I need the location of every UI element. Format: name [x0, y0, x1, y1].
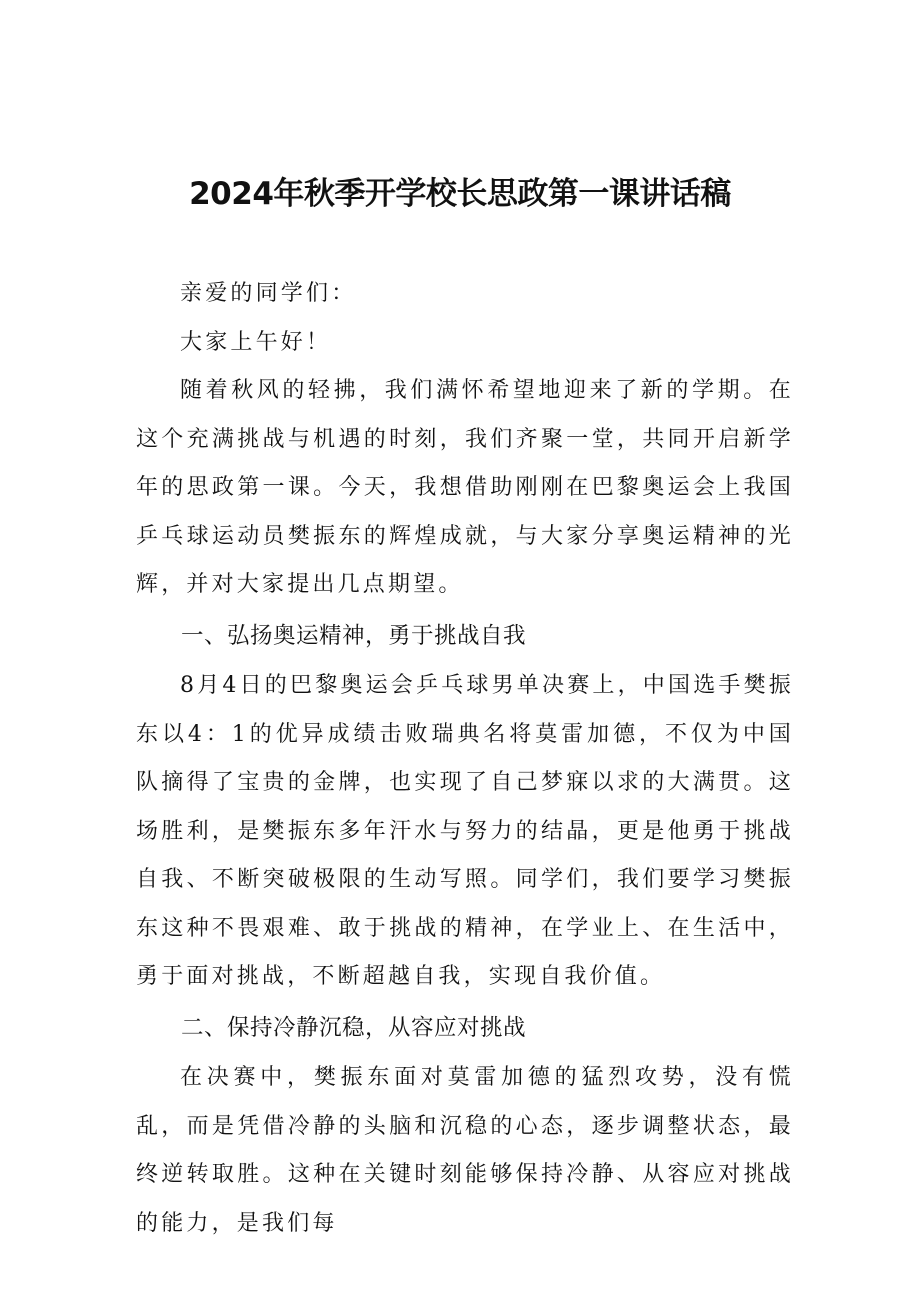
- document-title: 2024年秋季开学校长思政第一课讲话稿: [189, 176, 731, 212]
- intro-paragraph: 随着秋风的轻拂，我们满怀希望地迎来了新的学期。在这个充满挑战与机遇的时刻，我们齐聚一堂，共同开启新学年的思政第一课。今天，我想借助刚刚在巴黎奥运会上我国乒乓球运动员樊振东的辉煌成就，与大家分享奥运精神的光辉，并对大家提出几点期望。: [136, 378, 794, 597]
- section-1-paragraph: 8月4日的巴黎奥运会乒乓球男单决赛上，中国选手樊振东以4：1的优异成绩击败瑞典名将莫雷加德，不仅为中国队摘得了宝贵的金牌，也实现了自己梦寐以求的大满贯。这场胜利，是樊振东多年汗水与努力的结晶，更是他勇于挑战自我、不断突破极限的生动写照。同学们，我们要学习樊振东这种不畏艰难、敢于挑战的精神，在学业上、在生活中，勇于面对挑战，不断超越自我，实现自我价值。: [136, 673, 794, 989]
- document-body: [136, 270, 794, 1248]
- section-heading-2: 二、保持冷静沉稳，从容应对挑战: [181, 1014, 527, 1041]
- section-2-paragraph: 在决赛中，樊振东面对莫雷加德的猛烈攻势，没有慌乱，而是凭借冷静的头脑和沉稳的心态，逐步调整状态，最终逆转取胜。这种在关键时刻能够保持冷静、从容应对挑战的能力，是我们每: [136, 1065, 794, 1236]
- greeting: 亲爱的同学们：: [180, 281, 357, 306]
- section-heading-1: 一、弘扬奥运精神，勇于挑战自我: [181, 622, 527, 649]
- salutation: 大家上午好！: [180, 329, 332, 355]
